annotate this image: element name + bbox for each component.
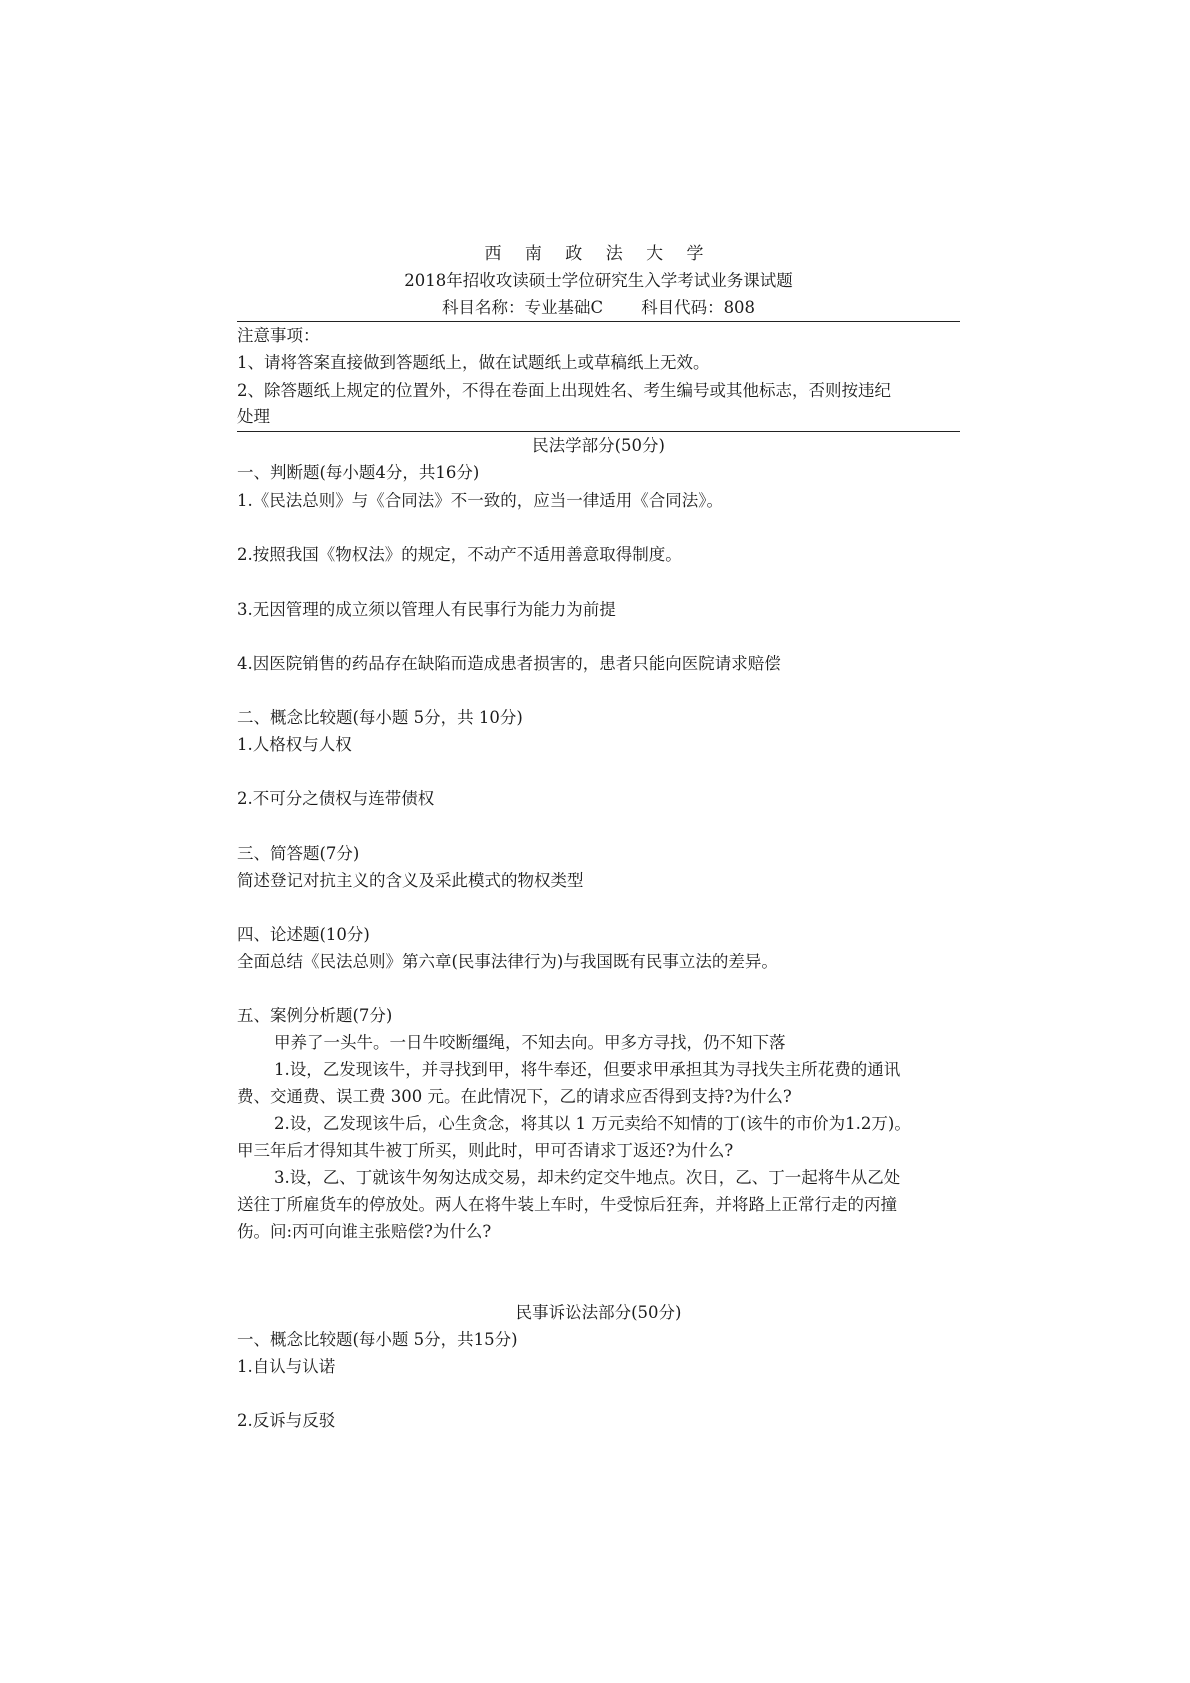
notice-rule bbox=[237, 431, 960, 432]
civil-law-case-q3-line-2: 送往丁所雇货车的停放处。两人在将牛装上车时，牛受惊后狂奔，并将路上正常行走的丙撞 bbox=[237, 1195, 897, 1214]
civil-law-case-q2-line-1: 2.设，乙发现该牛后，心生贪念，将其以 1 万元卖给不知情的丁(该牛的市价为1.2万)。 bbox=[274, 1114, 911, 1133]
civil-law-case-q3-line-3: 伤。问:丙可向谁主张赔偿?为什么? bbox=[237, 1222, 492, 1241]
civil-law-concept-q2: 2.不可分之债权与连带债权 bbox=[237, 789, 435, 808]
civil-law-true-false-q3: 3.无因管理的成立须以管理人有民事行为能力为前提 bbox=[237, 600, 616, 619]
civil-law-essay-heading: 四、论述题(10分) bbox=[237, 925, 370, 944]
civil-law-true-false-q1: 1.《民法总则》与《合同法》不一致的，应当一律适用《合同法》。 bbox=[237, 491, 723, 510]
civil-law-true-false-q2: 2.按照我国《物权法》的规定，不动产不适用善意取得制度。 bbox=[237, 545, 682, 564]
civil-law-concept-q1: 1.人格权与人权 bbox=[237, 735, 352, 754]
civil-procedure-concept-heading: 一、概念比较题(每小题 5分，共15分) bbox=[237, 1330, 518, 1349]
subject-code: 科目代码：808 bbox=[641, 298, 756, 317]
civil-procedure-concept-q2: 2.反诉与反驳 bbox=[237, 1411, 336, 1430]
subject-name: 科目名称：专业基础C bbox=[441, 298, 604, 317]
header-rule bbox=[237, 321, 960, 322]
subject-line bbox=[237, 297, 960, 319]
civil-law-short-answer-q1: 简述登记对抗主义的含义及采此模式的物权类型 bbox=[237, 871, 584, 890]
civil-procedure-section-title: 民事诉讼法部分(50分) bbox=[515, 1303, 682, 1322]
civil-law-case-intro: 甲养了一头牛。一日牛咬断缰绳，不知去向。甲多方寻找，仍不知下落 bbox=[274, 1033, 786, 1052]
civil-law-section-title: 民法学部分(50分) bbox=[532, 436, 665, 455]
civil-law-case-q3-line-1: 3.设，乙、丁就该牛匆匆达成交易，却未约定交牛地点。次日，乙、丁一起将牛从乙处 bbox=[274, 1168, 901, 1187]
civil-law-true-false-heading: 一、判断题(每小题4分，共16分) bbox=[237, 463, 480, 482]
civil-law-short-answer-heading: 三、简答题(7分) bbox=[237, 844, 360, 863]
civil-law-case-q1-line-2: 费、交通费、误工费 300 元。在此情况下，乙的请求应否得到支持?为什么? bbox=[237, 1087, 792, 1106]
civil-law-concept-heading: 二、概念比较题(每小题 5分，共 10分) bbox=[237, 708, 523, 727]
civil-law-essay-q1: 全面总结《民法总则》第六章(民事法律行为)与我国既有民事立法的差异。 bbox=[237, 952, 778, 971]
notice-item-2-line-1: 2、除答题纸上规定的位置外，不得在卷面上出现姓名、考生编号或其他标志，否则按违纪 bbox=[237, 381, 891, 400]
notice-heading: 注意事项： bbox=[237, 326, 320, 345]
exam-title: 2018年招收攻读硕士学位研究生入学考试业务课试题 bbox=[404, 271, 793, 290]
notice-item-2-line-2: 处理 bbox=[237, 407, 270, 426]
notice-item-1: 1、请将答案直接做到答题纸上，做在试题纸上或草稿纸上无效。 bbox=[237, 353, 710, 372]
civil-law-true-false-q4: 4.因医院销售的药品存在缺陷而造成患者损害的，患者只能向医院请求赔偿 bbox=[237, 654, 781, 673]
civil-law-case-q1-line-1: 1.设，乙发现该牛，并寻找到甲，将牛奉还，但要求甲承担其为寻找失主所花费的通讯 bbox=[274, 1060, 901, 1079]
civil-law-case-heading: 五、案例分析题(7分) bbox=[237, 1006, 393, 1025]
civil-law-case-q2-line-2: 甲三年后才得知其牛被丁所买，则此时，甲可否请求丁返还?为什么? bbox=[237, 1141, 734, 1160]
university-name: 西 南 政 法 大 学 bbox=[484, 244, 713, 264]
civil-procedure-concept-q1: 1.自认与认诺 bbox=[237, 1357, 336, 1376]
